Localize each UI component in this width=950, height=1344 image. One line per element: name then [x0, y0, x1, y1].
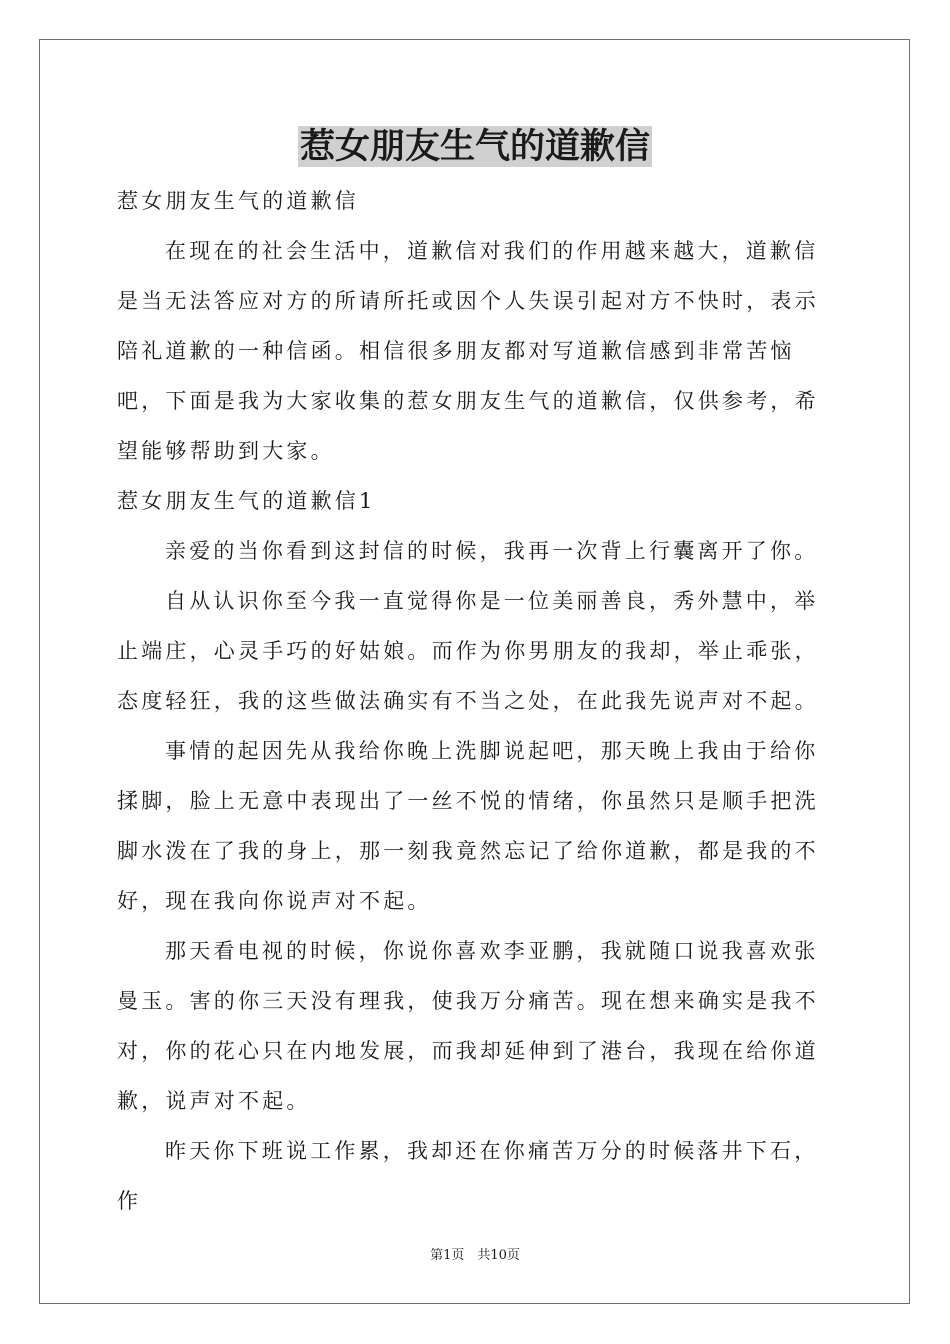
body-paragraph: 昨天你下班说工作累，我却还在你痛苦万分的时候落井下石，作 — [117, 1139, 819, 1213]
body-paragraph: 那天看电视的时候，你说你喜欢李亚鹏，我就随口说我喜欢张曼玉。害的你三天没有理我，使我万分痛苦。现在想来确实是我不对，你的花心只在内地发展，而我却延伸到了港台，我现在给你道歉，说声对不起。 — [117, 939, 819, 1113]
page-number: 第1页 共10页 — [430, 1248, 520, 1263]
document-body — [117, 176, 833, 1226]
page-footer — [0, 1246, 950, 1266]
intro-paragraph: 在现在的社会生活中，道歉信对我们的作用越来越大，道歉信是当无法答应对方的所请所托或因个人失误引起对方不快时，表示陪礼道歉的一种信函。相信很多朋友都对写道歉信感到非常苦恼吧，下面是我为大家收集的惹女朋友生气的道歉信，仅供参考，希望能够帮助到大家。 — [117, 239, 819, 463]
body-paragraph: 自从认识你至今我一直觉得你是一位美丽善良，秀外慧中，举止端庄，心灵手巧的好姑娘。而作为你男朋友的我却，举止乖张，态度轻狂，我的这些做法确实有不当之处，在此我先说声对不起。 — [117, 589, 819, 713]
body-paragraph: 亲爱的当你看到这封信的时候，我再一次背上行囊离开了你。 — [165, 539, 819, 563]
section-heading: 惹女朋友生气的道歉信1 — [117, 489, 376, 513]
subtitle-line: 惹女朋友生气的道歉信 — [117, 189, 359, 213]
document-title-text: 惹女朋友生气的道歉信 — [299, 126, 650, 167]
body-paragraph: 事情的起因先从我给你晚上洗脚说起吧，那天晚上我由于给你揉脚，脸上无意中表现出了一丝不悦的情绪，你虽然只是顺手把洗脚水泼在了我的身上，那一刻我竟然忘记了给你道歉，都是我的不好，现在我向你说声对不起。 — [117, 739, 819, 913]
document-title — [0, 124, 950, 170]
